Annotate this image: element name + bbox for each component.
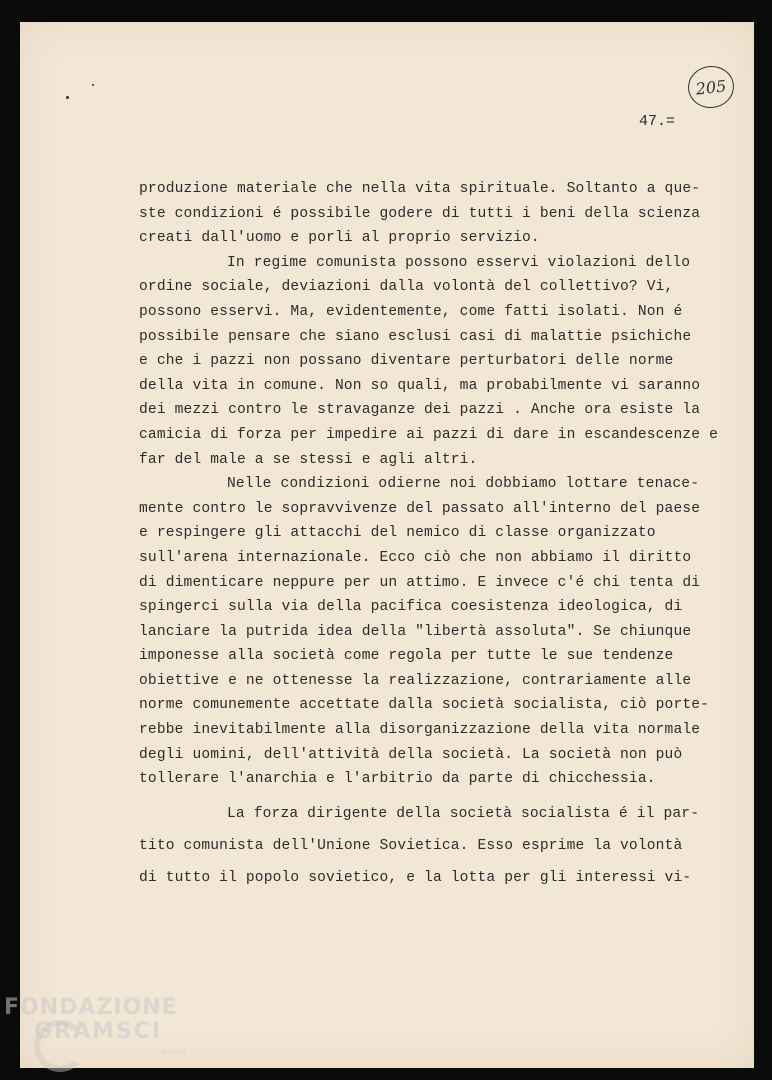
text-line-paragraph-start: Nelle condizioni odierne noi dobbiamo lottare tenace-	[227, 476, 700, 493]
page-number: 47.=	[639, 113, 676, 130]
text-line: possono esservi. Ma, evidentemente, come fatti isolati. Non é	[139, 303, 683, 320]
archive-number: 205	[694, 75, 728, 99]
text-line: sull'arena internazionale. Ecco ciò che non abbiamo il diritto	[139, 549, 692, 566]
text-line: spingerci sulla via della pacifica coesistenza ideologica, di	[139, 599, 683, 616]
gramsci-g-logo-icon	[34, 1020, 86, 1072]
text-line: camicia di forza per impedire ai pazzi di dare in escandescenze e	[139, 426, 718, 443]
text-line: della vita in comune. Non so quali, ma probabilmente vi saranno	[139, 377, 701, 394]
text-line: obiettive e ne ottenesse la realizzazione, contrariamente alle	[139, 672, 692, 689]
text-line: e respingere gli attacchi del nemico di classe organizzato	[139, 525, 656, 542]
text-line: mente contro le sopravvivenze del passato all'interno del paese	[139, 500, 701, 517]
typewritten-text	[139, 177, 719, 894]
text-line: e che i pazzi non possano diventare perturbatori delle norme	[139, 353, 674, 370]
text-line: possibile pensare che siano esclusi casi di malattie psichiche	[139, 328, 692, 345]
text-line-paragraph-start: In regime comunista possono esservi violazioni dello	[227, 254, 691, 271]
text-line: tito comunista dell'Unione Sovietica. Esso esprime la volontà	[139, 837, 683, 854]
text-line: di dimenticare neppure per un attimo. E invece c'é chi tenta di	[139, 574, 701, 591]
text-line: dei mezzi contro le stravaganze dei pazzi . Anche ora esiste la	[139, 402, 701, 419]
text-line: lanciare la putrida idea della "libertà assoluta". Se chiunque	[139, 623, 692, 640]
text-line: far del male a se stessi e agli altri.	[139, 451, 478, 468]
watermark-line-1: FONDAZIONE	[4, 995, 178, 1020]
paper-speck	[92, 84, 94, 86]
text-line: tollerare l'anarchia e l'arbitrio da parte di chicchessia.	[139, 771, 656, 788]
text-line: produzione materiale che nella vita spirituale. Soltanto a que-	[139, 181, 701, 197]
text-line: rebbe inevitabilmente alla disorganizzazione della vita normale	[139, 722, 701, 739]
fondazione-gramsci-watermark	[4, 995, 187, 1057]
paper-speck	[66, 96, 69, 99]
text-line: norme comunemente accettate dalla società socialista, ciò porte-	[139, 697, 710, 714]
text-line: imponesse alla società come regola per tutte le sue tendenze	[139, 648, 674, 665]
watermark-line-2: GRAMSCI	[34, 1019, 163, 1044]
text-line: ordine sociale, deviazioni dalla volontà del collettivo? Vi,	[139, 279, 674, 296]
text-line: ste condizioni é possibile godere di tutti i beni della scienza	[139, 205, 701, 222]
archive-number-stamp	[686, 64, 736, 111]
watermark-line-3: onlus	[162, 1047, 187, 1057]
text-line: di tutto il popolo sovietico, e la lotta per gli interessi vi-	[139, 869, 692, 886]
text-line: degli uomini, dell'attività della società. La società non può	[139, 746, 683, 763]
text-line-paragraph-start: La forza dirigente della società socialista é il par-	[227, 805, 700, 822]
text-line: creati dall'uomo e porli al proprio servizio.	[139, 230, 540, 247]
